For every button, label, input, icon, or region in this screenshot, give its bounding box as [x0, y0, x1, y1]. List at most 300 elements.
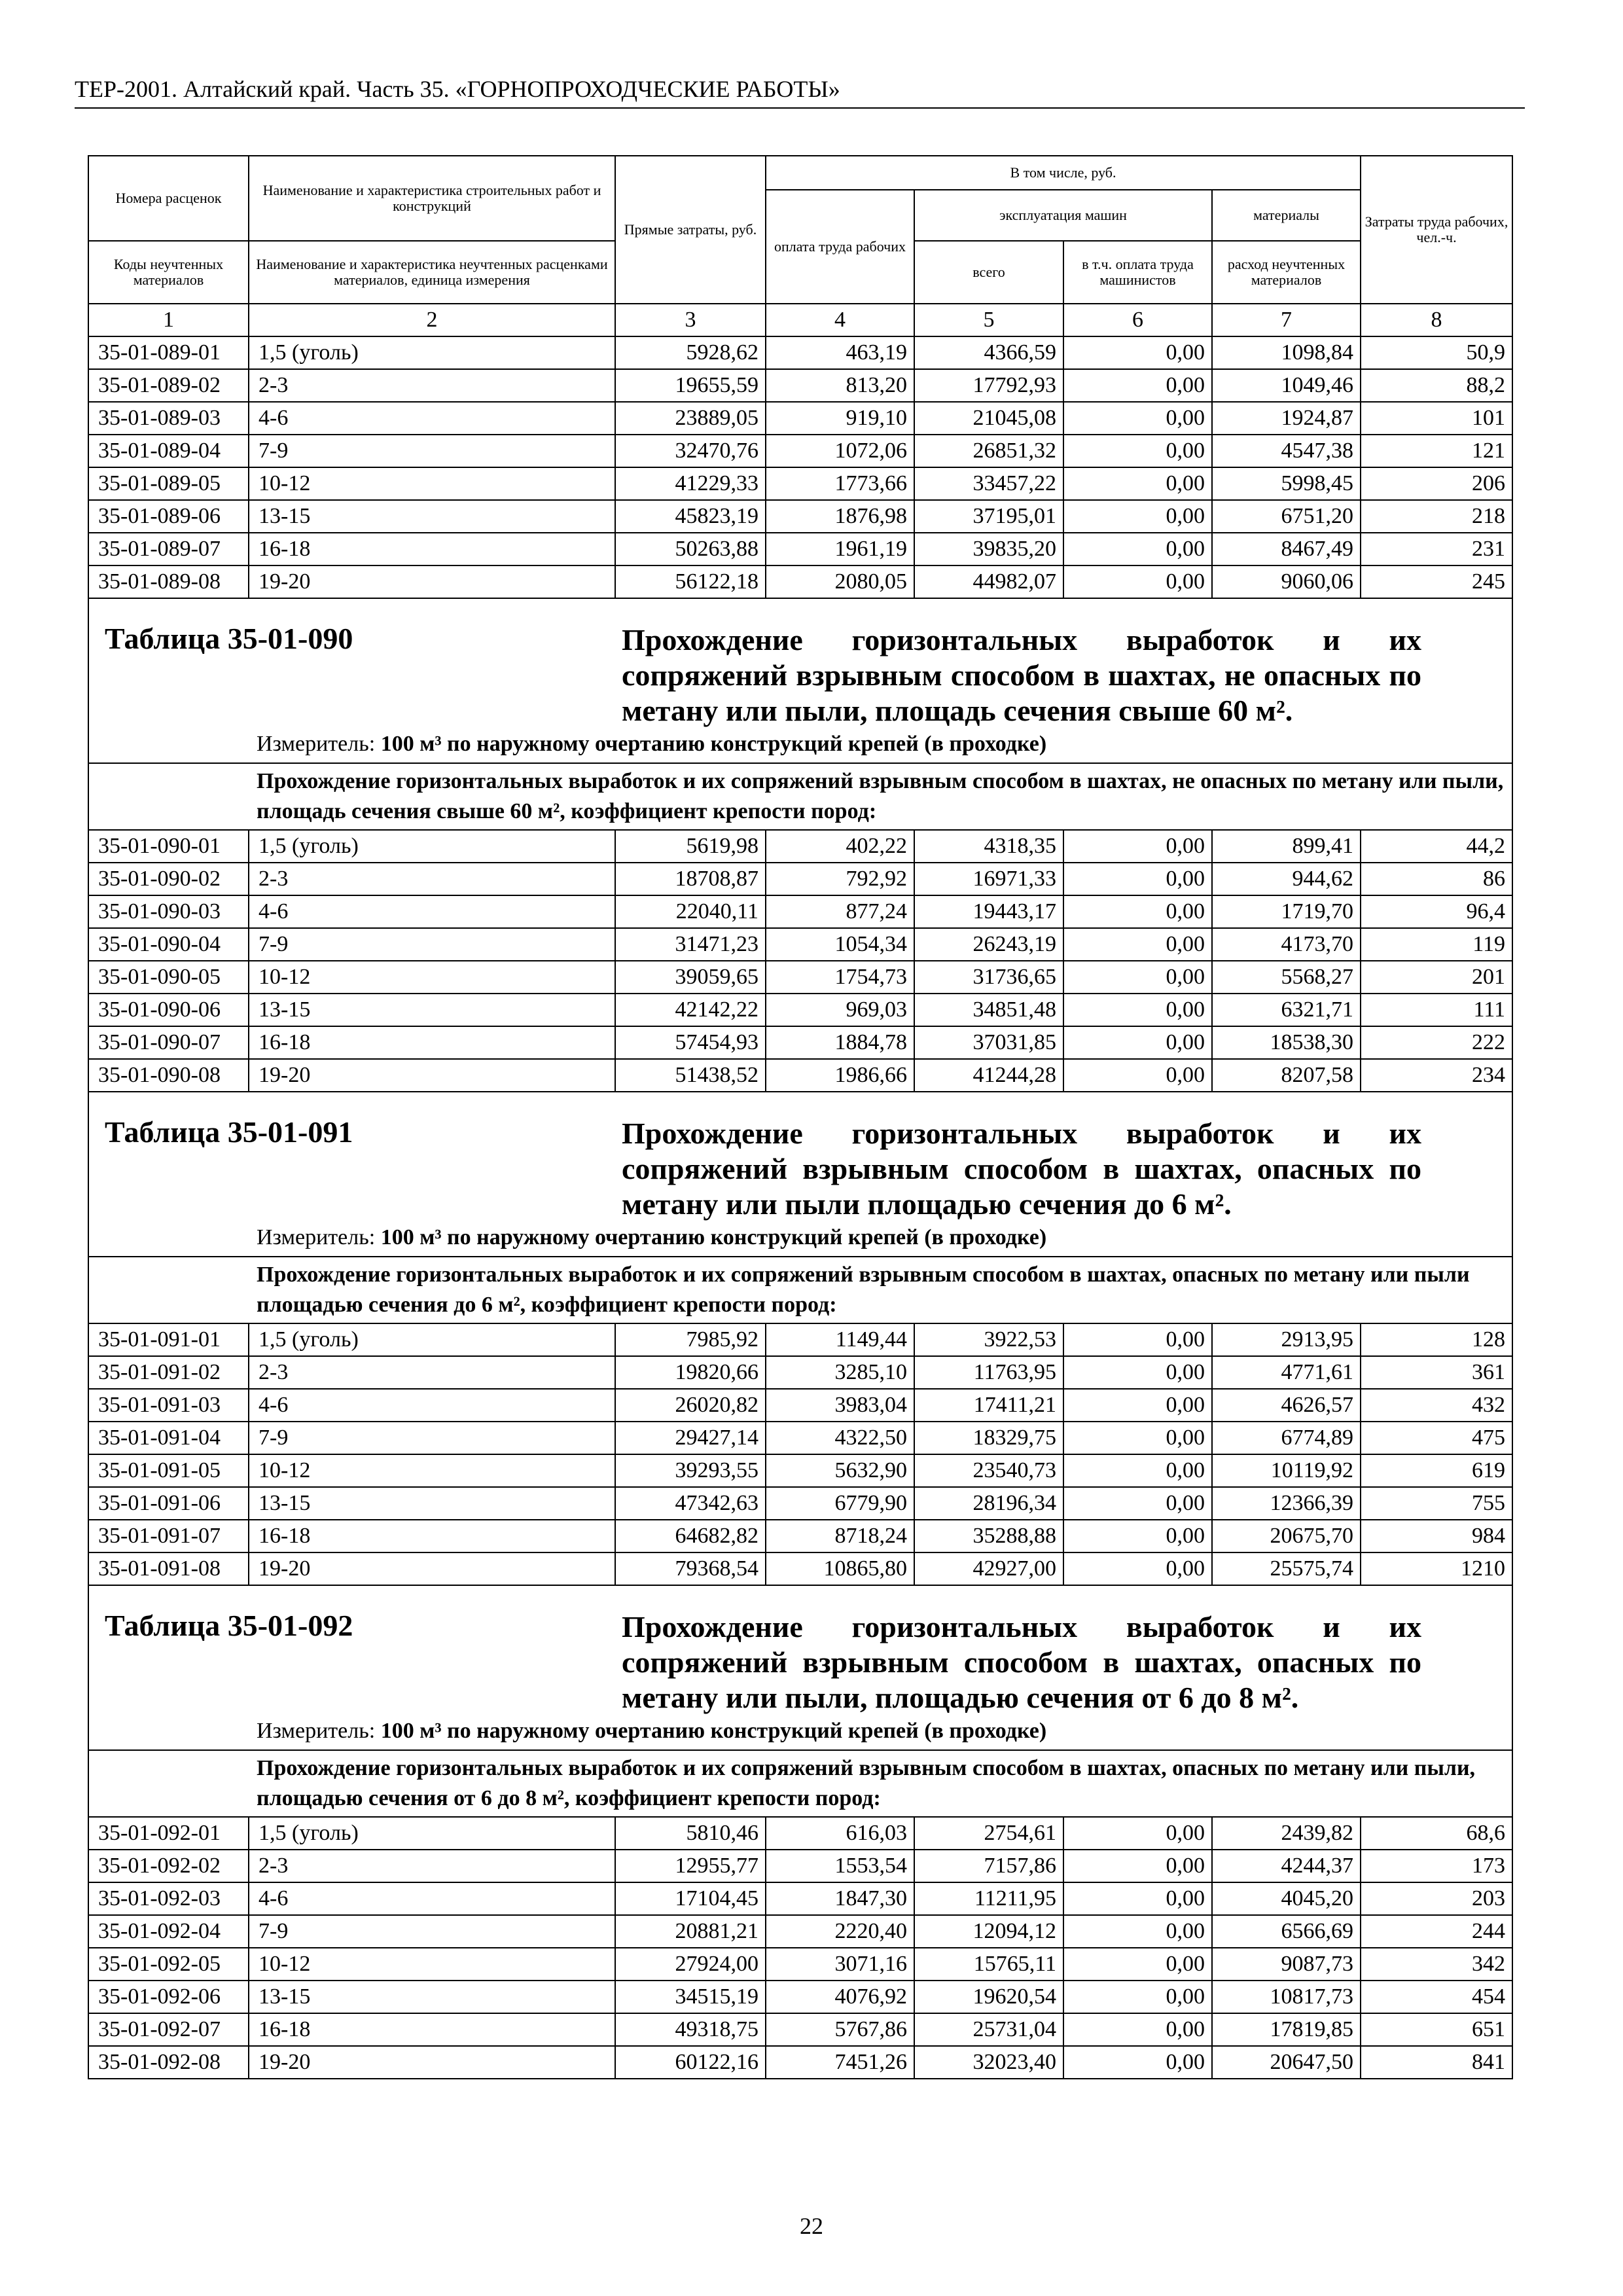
rate-code-cell: 35-01-091-06 — [88, 1487, 249, 1520]
value-cell: 5632,90 — [766, 1454, 914, 1487]
value-cell: 0,00 — [1063, 1915, 1212, 1948]
value-cell: 28196,34 — [914, 1487, 1063, 1520]
value-cell: 0,00 — [1063, 830, 1212, 863]
table-description: Прохождение горизонтальных выработок и их сопряжений взрывным способом в шахтах, не опасных по метану или пыли, площадь сечения свыше 60 м², коэффициент крепости пород: — [88, 763, 1512, 830]
table-title-row — [88, 598, 1512, 763]
value-cell: 41229,33 — [615, 467, 766, 500]
value-cell: 12094,12 — [914, 1915, 1063, 1948]
value-cell: 0,00 — [1063, 1850, 1212, 1882]
value-cell: 56122,18 — [615, 565, 766, 598]
table-row — [88, 1552, 1512, 1585]
rate-code-cell: 35-01-090-05 — [88, 961, 249, 994]
value-cell: 4318,35 — [914, 830, 1063, 863]
hardness-cell: 10-12 — [249, 467, 615, 500]
value-cell: 0,00 — [1063, 336, 1212, 369]
value-cell: 0,00 — [1063, 895, 1212, 928]
rate-code-cell: 35-01-092-06 — [88, 1981, 249, 2013]
rate-code-cell: 35-01-090-03 — [88, 895, 249, 928]
value-cell: 42142,22 — [615, 994, 766, 1026]
value-cell: 0,00 — [1063, 1323, 1212, 1356]
value-cell: 15765,11 — [914, 1948, 1063, 1981]
table-description: Прохождение горизонтальных выработок и их сопряжений взрывным способом в шахтах, опасных по метану или пыли, площадью сечения от 6 до 8 м², коэффициент крепости пород: — [88, 1750, 1512, 1817]
value-cell: 12955,77 — [615, 1850, 766, 1882]
value-cell: 31471,23 — [615, 928, 766, 961]
value-cell: 0,00 — [1063, 1422, 1212, 1454]
rate-code-cell: 35-01-092-08 — [88, 2046, 249, 2079]
table-row — [88, 830, 1512, 863]
value-cell: 813,20 — [766, 369, 914, 402]
value-cell: 1876,98 — [766, 500, 914, 533]
value-cell: 101 — [1361, 402, 1512, 435]
table-row — [88, 1817, 1512, 1850]
rate-code-cell: 35-01-089-03 — [88, 402, 249, 435]
hardness-cell: 2-3 — [249, 1850, 615, 1882]
value-cell: 35288,88 — [914, 1520, 1063, 1552]
table-row — [88, 435, 1512, 467]
value-cell: 1754,73 — [766, 961, 914, 994]
value-cell: 19620,54 — [914, 1981, 1063, 2013]
table-title-row — [88, 1092, 1512, 1257]
hardness-cell: 7-9 — [249, 928, 615, 961]
value-cell: 4771,61 — [1212, 1356, 1361, 1389]
value-cell: 34515,19 — [615, 1981, 766, 2013]
value-cell: 222 — [1361, 1026, 1512, 1059]
hardness-cell: 10-12 — [249, 961, 615, 994]
value-cell: 31736,65 — [914, 961, 1063, 994]
value-cell: 1210 — [1361, 1552, 1512, 1585]
value-cell: 245 — [1361, 565, 1512, 598]
table-row — [88, 1487, 1512, 1520]
unit-line — [257, 1717, 1046, 1746]
table-row — [88, 895, 1512, 928]
value-cell: 969,03 — [766, 994, 914, 1026]
table-description-row — [88, 1750, 1512, 1817]
hardness-cell: 2-3 — [249, 863, 615, 895]
value-cell: 4366,59 — [914, 336, 1063, 369]
hardness-cell: 7-9 — [249, 1915, 615, 1948]
rate-code-cell: 35-01-089-04 — [88, 435, 249, 467]
value-cell: 1884,78 — [766, 1026, 914, 1059]
value-cell: 96,4 — [1361, 895, 1512, 928]
value-cell: 2913,95 — [1212, 1323, 1361, 1356]
value-cell: 244 — [1361, 1915, 1512, 1948]
value-cell: 0,00 — [1063, 402, 1212, 435]
table-title: Прохождение горизонтальных выработок и их сопряжений взрывным способом в шахтах, не опасных по метану или пыли, площадь сечения свыше 60 м². — [622, 623, 1421, 727]
table-row — [88, 1026, 1512, 1059]
hardness-cell: 4-6 — [249, 1882, 615, 1915]
value-cell: 12366,39 — [1212, 1487, 1361, 1520]
rate-code-cell: 35-01-090-01 — [88, 830, 249, 863]
table-row — [88, 1323, 1512, 1356]
rate-code-cell: 35-01-091-05 — [88, 1454, 249, 1487]
value-cell: 26020,82 — [615, 1389, 766, 1422]
value-cell: 402,22 — [766, 830, 914, 863]
value-cell: 841 — [1361, 2046, 1512, 2079]
value-cell: 0,00 — [1063, 928, 1212, 961]
value-cell: 361 — [1361, 1356, 1512, 1389]
table-row — [88, 961, 1512, 994]
value-cell: 454 — [1361, 1981, 1512, 2013]
value-cell: 1986,66 — [766, 1059, 914, 1092]
value-cell: 51438,52 — [615, 1059, 766, 1092]
header-direct-costs: Прямые затраты, руб. — [615, 156, 766, 304]
value-cell: 4244,37 — [1212, 1850, 1361, 1882]
rate-code-cell: 35-01-090-06 — [88, 994, 249, 1026]
value-cell: 1553,54 — [766, 1850, 914, 1882]
value-cell: 0,00 — [1063, 1356, 1212, 1389]
table-title-block — [88, 1585, 1512, 1750]
rate-code-cell: 35-01-090-07 — [88, 1026, 249, 1059]
value-cell: 88,2 — [1361, 369, 1512, 402]
value-cell: 57454,93 — [615, 1026, 766, 1059]
rate-code-cell: 35-01-090-02 — [88, 863, 249, 895]
document-header: ТЕР-2001. Алтайский край. Часть 35. «ГОРНОПРОХОДЧЕСКИЕ РАБОТЫ» — [75, 73, 1525, 109]
value-cell: 0,00 — [1063, 1487, 1212, 1520]
value-cell: 0,00 — [1063, 1948, 1212, 1981]
hardness-cell: 13-15 — [249, 1981, 615, 2013]
value-cell: 0,00 — [1063, 2013, 1212, 2046]
table-row — [88, 467, 1512, 500]
value-cell: 20675,70 — [1212, 1520, 1361, 1552]
value-cell: 8467,49 — [1212, 533, 1361, 565]
value-cell: 1054,34 — [766, 928, 914, 961]
value-cell: 18538,30 — [1212, 1026, 1361, 1059]
value-cell: 5568,27 — [1212, 961, 1361, 994]
value-cell: 0,00 — [1063, 565, 1212, 598]
header-including: В том числе, руб. — [766, 156, 1361, 190]
value-cell: 10119,92 — [1212, 1454, 1361, 1487]
value-cell: 206 — [1361, 467, 1512, 500]
table-row — [88, 369, 1512, 402]
value-cell: 45823,19 — [615, 500, 766, 533]
table-label: Таблица 35-01-092 — [105, 1609, 353, 1642]
value-cell: 128 — [1361, 1323, 1512, 1356]
header-machinist-pay: в т.ч. оплата труда машинистов — [1063, 241, 1212, 304]
value-cell: 17104,45 — [615, 1882, 766, 1915]
value-cell: 32470,76 — [615, 435, 766, 467]
header-machines: эксплуатация машин — [914, 190, 1212, 241]
value-cell: 1149,44 — [766, 1323, 914, 1356]
value-cell: 47342,63 — [615, 1487, 766, 1520]
value-cell: 3922,53 — [914, 1323, 1063, 1356]
value-cell: 463,19 — [766, 336, 914, 369]
value-cell: 27924,00 — [615, 1948, 766, 1981]
value-cell: 0,00 — [1063, 500, 1212, 533]
value-cell: 755 — [1361, 1487, 1512, 1520]
value-cell: 7157,86 — [914, 1850, 1063, 1882]
value-cell: 234 — [1361, 1059, 1512, 1092]
value-cell: 33457,22 — [914, 467, 1063, 500]
column-number: 6 — [1063, 304, 1212, 336]
header-material-codes: Коды неучтенных материалов — [88, 241, 249, 304]
value-cell: 0,00 — [1063, 435, 1212, 467]
hardness-cell: 16-18 — [249, 533, 615, 565]
value-cell: 5928,62 — [615, 336, 766, 369]
table-row — [88, 1389, 1512, 1422]
unit-line — [257, 730, 1046, 759]
table-row — [88, 1520, 1512, 1552]
value-cell: 619 — [1361, 1454, 1512, 1487]
header-worker-pay: оплата труда рабочих — [766, 190, 914, 304]
value-cell: 37195,01 — [914, 500, 1063, 533]
table-row — [88, 994, 1512, 1026]
hardness-cell: 19-20 — [249, 1059, 615, 1092]
value-cell: 919,10 — [766, 402, 914, 435]
value-cell: 0,00 — [1063, 994, 1212, 1026]
table-row — [88, 1356, 1512, 1389]
hardness-cell: 1,5 (уголь) — [249, 1817, 615, 1850]
value-cell: 8718,24 — [766, 1520, 914, 1552]
value-cell: 18329,75 — [914, 1422, 1063, 1454]
value-cell: 37031,85 — [914, 1026, 1063, 1059]
table-row — [88, 500, 1512, 533]
rates-table — [88, 155, 1513, 2079]
table-title-block — [88, 1092, 1512, 1257]
table-row — [88, 2013, 1512, 2046]
table-row — [88, 533, 1512, 565]
value-cell: 5810,46 — [615, 1817, 766, 1850]
value-cell: 616,03 — [766, 1817, 914, 1850]
rate-code-cell: 35-01-092-01 — [88, 1817, 249, 1850]
rate-code-cell: 35-01-091-08 — [88, 1552, 249, 1585]
rate-code-cell: 35-01-089-05 — [88, 467, 249, 500]
rate-code-cell: 35-01-092-07 — [88, 2013, 249, 2046]
value-cell: 64682,82 — [615, 1520, 766, 1552]
value-cell: 7985,92 — [615, 1323, 766, 1356]
column-number: 1 — [88, 304, 249, 336]
hardness-cell: 19-20 — [249, 1552, 615, 1585]
value-cell: 2439,82 — [1212, 1817, 1361, 1850]
value-cell: 5619,98 — [615, 830, 766, 863]
value-cell: 2754,61 — [914, 1817, 1063, 1850]
header-rate-numbers: Номера расценок — [88, 156, 249, 241]
table-row — [88, 2046, 1512, 2079]
value-cell: 42927,00 — [914, 1552, 1063, 1585]
value-cell: 26851,32 — [914, 435, 1063, 467]
value-cell: 10817,73 — [1212, 1981, 1361, 2013]
hardness-cell: 10-12 — [249, 1454, 615, 1487]
value-cell: 0,00 — [1063, 369, 1212, 402]
value-cell: 60122,16 — [615, 2046, 766, 2079]
value-cell: 899,41 — [1212, 830, 1361, 863]
value-cell: 5767,86 — [766, 2013, 914, 2046]
table-row — [88, 1422, 1512, 1454]
value-cell: 11763,95 — [914, 1356, 1063, 1389]
hardness-cell: 10-12 — [249, 1948, 615, 1981]
rate-code-cell: 35-01-092-02 — [88, 1850, 249, 1882]
table-row — [88, 402, 1512, 435]
value-cell: 21045,08 — [914, 402, 1063, 435]
rate-code-cell: 35-01-091-02 — [88, 1356, 249, 1389]
value-cell: 50263,88 — [615, 533, 766, 565]
rate-code-cell: 35-01-089-02 — [88, 369, 249, 402]
value-cell: 6779,90 — [766, 1487, 914, 1520]
value-cell: 877,24 — [766, 895, 914, 928]
rate-code-cell: 35-01-091-03 — [88, 1389, 249, 1422]
table-row — [88, 1948, 1512, 1981]
value-cell: 475 — [1361, 1422, 1512, 1454]
value-cell: 0,00 — [1063, 1520, 1212, 1552]
header-material-name: Наименование и характеристика неучтенных расценками материалов, единица измерения — [249, 241, 615, 304]
value-cell: 1072,06 — [766, 435, 914, 467]
value-cell: 6566,69 — [1212, 1915, 1361, 1948]
value-cell: 4626,57 — [1212, 1389, 1361, 1422]
value-cell: 0,00 — [1063, 2046, 1212, 2079]
value-cell: 16971,33 — [914, 863, 1063, 895]
rate-code-cell: 35-01-091-07 — [88, 1520, 249, 1552]
value-cell: 79368,54 — [615, 1552, 766, 1585]
hardness-cell: 16-18 — [249, 2013, 615, 2046]
value-cell: 44,2 — [1361, 830, 1512, 863]
value-cell: 10865,80 — [766, 1552, 914, 1585]
value-cell: 86 — [1361, 863, 1512, 895]
value-cell: 218 — [1361, 500, 1512, 533]
value-cell: 0,00 — [1063, 863, 1212, 895]
value-cell: 39835,20 — [914, 533, 1063, 565]
hardness-cell: 1,5 (уголь) — [249, 1323, 615, 1356]
hardness-cell: 4-6 — [249, 1389, 615, 1422]
rate-code-cell: 35-01-089-06 — [88, 500, 249, 533]
rate-code-cell: 35-01-092-05 — [88, 1948, 249, 1981]
table-row — [88, 1059, 1512, 1092]
hardness-cell: 4-6 — [249, 895, 615, 928]
value-cell: 0,00 — [1063, 1026, 1212, 1059]
table-title: Прохождение горизонтальных выработок и их сопряжений взрывным способом в шахтах, опасных по метану или пыли площадью сечения до 6 м². — [622, 1117, 1421, 1221]
value-cell: 39059,65 — [615, 961, 766, 994]
value-cell: 9087,73 — [1212, 1948, 1361, 1981]
table-title-block — [88, 598, 1512, 763]
table-row — [88, 863, 1512, 895]
column-numbers-row — [88, 304, 1512, 336]
rate-code-cell: 35-01-089-08 — [88, 565, 249, 598]
value-cell: 6774,89 — [1212, 1422, 1361, 1454]
value-cell: 6321,71 — [1212, 994, 1361, 1026]
value-cell: 651 — [1361, 2013, 1512, 2046]
value-cell: 25731,04 — [914, 2013, 1063, 2046]
unit-text: 100 м³ по наружному очертанию конструкций крепей (в проходке) — [380, 1225, 1047, 1249]
hardness-cell: 7-9 — [249, 1422, 615, 1454]
value-cell: 17792,93 — [914, 369, 1063, 402]
table-row — [88, 1915, 1512, 1948]
rate-code-cell: 35-01-091-04 — [88, 1422, 249, 1454]
unit-text: 100 м³ по наружному очертанию конструкций крепей (в проходке) — [380, 1719, 1047, 1743]
value-cell: 4076,92 — [766, 1981, 914, 2013]
value-cell: 6751,20 — [1212, 500, 1361, 533]
value-cell: 792,92 — [766, 863, 914, 895]
value-cell: 231 — [1361, 533, 1512, 565]
unit-line — [257, 1223, 1046, 1252]
value-cell: 1719,70 — [1212, 895, 1361, 928]
hardness-cell: 13-15 — [249, 994, 615, 1026]
value-cell: 111 — [1361, 994, 1512, 1026]
value-cell: 432 — [1361, 1389, 1512, 1422]
value-cell: 7451,26 — [766, 2046, 914, 2079]
rate-code-cell: 35-01-089-01 — [88, 336, 249, 369]
table-title-row — [88, 1585, 1512, 1750]
value-cell: 1924,87 — [1212, 402, 1361, 435]
value-cell: 4173,70 — [1212, 928, 1361, 961]
value-cell: 342 — [1361, 1948, 1512, 1981]
value-cell: 18708,87 — [615, 863, 766, 895]
value-cell: 9060,06 — [1212, 565, 1361, 598]
value-cell: 68,6 — [1361, 1817, 1512, 1850]
value-cell: 173 — [1361, 1850, 1512, 1882]
table-row — [88, 336, 1512, 369]
page-number: 22 — [800, 2213, 823, 2239]
value-cell: 119 — [1361, 928, 1512, 961]
value-cell: 944,62 — [1212, 863, 1361, 895]
value-cell: 0,00 — [1063, 1981, 1212, 2013]
value-cell: 0,00 — [1063, 1552, 1212, 1585]
value-cell: 3071,16 — [766, 1948, 914, 1981]
value-cell: 0,00 — [1063, 533, 1212, 565]
hardness-cell: 1,5 (уголь) — [249, 336, 615, 369]
value-cell: 39293,55 — [615, 1454, 766, 1487]
value-cell: 22040,11 — [615, 895, 766, 928]
table-row — [88, 1850, 1512, 1882]
hardness-cell: 19-20 — [249, 2046, 615, 2079]
value-cell: 50,9 — [1361, 336, 1512, 369]
value-cell: 2220,40 — [766, 1915, 914, 1948]
value-cell: 4547,38 — [1212, 435, 1361, 467]
value-cell: 25575,74 — [1212, 1552, 1361, 1585]
unit-text: 100 м³ по наружному очертанию конструкций крепей (в проходке) — [380, 732, 1047, 756]
rate-code-cell: 35-01-091-01 — [88, 1323, 249, 1356]
value-cell: 1961,19 — [766, 533, 914, 565]
value-cell: 44982,07 — [914, 565, 1063, 598]
hardness-cell: 16-18 — [249, 1026, 615, 1059]
value-cell: 0,00 — [1063, 1389, 1212, 1422]
value-cell: 0,00 — [1063, 1454, 1212, 1487]
value-cell: 26243,19 — [914, 928, 1063, 961]
table-description-row — [88, 763, 1512, 830]
table-row — [88, 1981, 1512, 2013]
table-label: Таблица 35-01-091 — [105, 1115, 353, 1149]
unit-prefix: Измеритель: — [257, 1225, 376, 1249]
value-cell: 11211,95 — [914, 1882, 1063, 1915]
value-cell: 32023,40 — [914, 2046, 1063, 2079]
value-cell: 17819,85 — [1212, 2013, 1361, 2046]
table-title: Прохождение горизонтальных выработок и их сопряжений взрывным способом в шахтах, опасных по метану или пыли, площадью сечения от 6 до 8 м². — [622, 1610, 1421, 1714]
value-cell: 2080,05 — [766, 565, 914, 598]
column-number: 2 — [249, 304, 615, 336]
value-cell: 3285,10 — [766, 1356, 914, 1389]
value-cell: 1847,30 — [766, 1882, 914, 1915]
table-description: Прохождение горизонтальных выработок и их сопряжений взрывным способом в шахтах, опасных по метану или пыли площадью сечения до 6 м², коэффициент крепости пород: — [88, 1257, 1512, 1323]
hardness-cell: 16-18 — [249, 1520, 615, 1552]
hardness-cell: 7-9 — [249, 435, 615, 467]
column-number: 7 — [1212, 304, 1361, 336]
header-work-name: Наименование и характеристика строительных работ и конструкций — [249, 156, 615, 241]
value-cell: 1049,46 — [1212, 369, 1361, 402]
hardness-cell: 19-20 — [249, 565, 615, 598]
value-cell: 203 — [1361, 1882, 1512, 1915]
table-row — [88, 1882, 1512, 1915]
value-cell: 19655,59 — [615, 369, 766, 402]
hardness-cell: 2-3 — [249, 1356, 615, 1389]
hardness-cell: 13-15 — [249, 500, 615, 533]
value-cell: 29427,14 — [615, 1422, 766, 1454]
value-cell: 34851,48 — [914, 994, 1063, 1026]
unit-prefix: Измеритель: — [257, 732, 376, 756]
column-number: 3 — [615, 304, 766, 336]
value-cell: 17411,21 — [914, 1389, 1063, 1422]
rate-code-cell: 35-01-089-07 — [88, 533, 249, 565]
value-cell: 8207,58 — [1212, 1059, 1361, 1092]
value-cell: 984 — [1361, 1520, 1512, 1552]
value-cell: 19820,66 — [615, 1356, 766, 1389]
column-number: 8 — [1361, 304, 1512, 336]
